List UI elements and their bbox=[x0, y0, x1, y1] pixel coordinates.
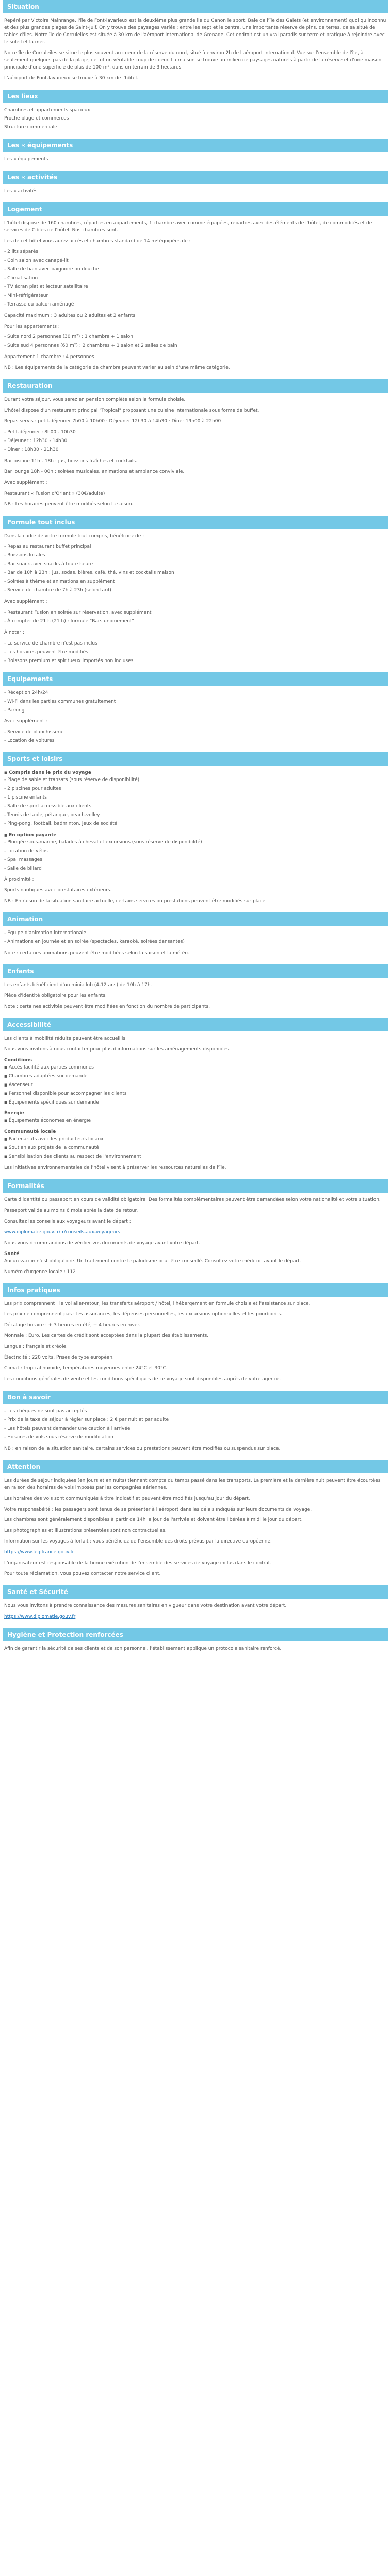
paragraph: Nous vous invitons à nous contacter pour plus d'informations sur les aménagements disponibles. bbox=[4, 1046, 231, 1052]
section-accessibilite bbox=[3, 1036, 388, 1172]
section-hygiene bbox=[3, 1646, 388, 1653]
paragraph: Les initiatives environnementales de l'hôtel visent à préserver les ressources naturelles de l'île. bbox=[4, 1165, 226, 1171]
paragraph: Nous vous recommandons de vérifier vos documents de voyage avant votre départ. bbox=[4, 1240, 200, 1246]
paragraph: Repéré par Victoire Mainrange, l'île de Font-lavarieux est la deuxième plus grande île du Canon le sport. Baie de l'île des Galets (et environnement) quoi qu'inconnu et des plus grandes plages de Saint-Juif. On y trouve des paysages variés : entre les sept et le centre, une importante réserve de pins, de terres, de sa situé de tables d'iles. Notre île de Corruleiles est située à 30 km de l'aéroport international de Grenade. Cet endroit est un vrai paradis sur terre et pratique à rejoindre avec le soleil et la mer. bbox=[4, 18, 386, 45]
paragraph: Les photographies et illustrations présentées sont non contractuelles. bbox=[4, 1528, 167, 1534]
diplomatie-link[interactable]: www.diplomatie.gouv.fr/fr/conseils-aux-voyageurs bbox=[4, 1229, 120, 1235]
paragraph: Note : certaines activités peuvent être modifiées en fonction du nombre de participants. bbox=[4, 1004, 210, 1009]
section-formule bbox=[3, 533, 388, 665]
list-item: - Plongée sous-marine, balades à cheval et excursions (sous réserve de disponibilité) bbox=[4, 839, 387, 846]
list-item: - Repas au restaurant buffet principal bbox=[4, 544, 387, 551]
energy-list bbox=[4, 1117, 387, 1125]
list-item: - Location de voitures bbox=[4, 738, 387, 745]
meals-list bbox=[4, 429, 387, 454]
list-item: - Horaires de vols sous réserve de modification bbox=[4, 1434, 387, 1442]
paragraph: Afin de garantir la sécurité de ses clients et de son personnel, l'établissement applique un protocole sanitaire renforcé. bbox=[4, 1646, 282, 1651]
list-item: - 1 piscine enfants bbox=[4, 794, 387, 802]
equip-list bbox=[4, 690, 387, 715]
list-item: ■ Partenariats avec les producteurs locaux bbox=[4, 1136, 387, 1143]
paragraph: Consultez les conseils aux voyageurs avant le départ : bbox=[4, 1218, 131, 1224]
animation-list bbox=[4, 930, 387, 946]
section-title-activites: Les « activités bbox=[3, 171, 388, 184]
paragraph: Les de cet hôtel vous aurez accès et chambres standard de 14 m² équipées de : bbox=[4, 239, 191, 244]
paragraph: Information sur les voyages à forfait : vous bénéficiez de l'ensemble des droits prévus par la directive européenne. bbox=[4, 1539, 272, 1545]
list-item: ■ Soutien aux projets de la communauté bbox=[4, 1145, 387, 1152]
section-title-accessibilite: Accessibilité bbox=[3, 1018, 388, 1031]
list-item: - Bar snack avec snacks à toute heure bbox=[4, 561, 387, 568]
list-item: ■ Personnel disponible pour accompagner les clients bbox=[4, 1091, 387, 1098]
paragraph: Les clients à mobilité réduite peuvent être accueillis. bbox=[4, 1036, 127, 1041]
equip-extra-list bbox=[4, 729, 387, 745]
paragraph: Pièce d'identité obligatoire pour les enfants. bbox=[4, 993, 107, 999]
list-item: - Salle de bain avec baignoire ou douche bbox=[4, 266, 387, 274]
paragraph: Appartement 1 chambre : 4 personnes bbox=[4, 354, 94, 360]
paragraph: NB : en raison de la situation sanitaire, certains services ou prestations peuvent être modifiés ou suspendus sur place. bbox=[4, 1446, 281, 1451]
sub-heading: Santé bbox=[4, 1251, 20, 1257]
paragraph: Aucun vaccin n'est obligatoire. Un traitement contre le paludisme peut être conseillé. Consultez votre médecin avant le départ. bbox=[4, 1258, 301, 1264]
list-item: ■ Accès facilité aux parties communes bbox=[4, 1064, 387, 1072]
section-attention bbox=[3, 1478, 388, 1578]
paragraph: Carte d'identité ou passeport en cours de validité obligatoire. Des formalités complémentaires peuvent être demandées selon votre nationalité et votre situation. bbox=[4, 1197, 381, 1202]
paragraph: Votre responsabilité : les passagers sont tenus de se présenter à l'aéroport dans les délais indiqués sur leurs documents de voyage. bbox=[4, 1506, 312, 1512]
list-item: - Wi-Fi dans les parties communes gratuitement bbox=[4, 699, 387, 706]
list-item: - Animations en journée et en soirée (spectacles, karaoké, soirées dansantes) bbox=[4, 939, 387, 946]
paragraph: Notre île de Corruleiles se situe le plus souvent au coeur de la réserve du nord, situé à environ 2h de l'aéroport international. Vue sur l'ensemble de l'île, à seulement quelques pas de la plage, ce fut un véritable coup de coeur. La maison se trouve au milieu de paysages naturels à partir de la réserve et d'une maison principale d'une superficie de plus de 100 m², dans un terrain de 3 hectares. bbox=[4, 50, 382, 70]
section-situation bbox=[3, 18, 388, 82]
section-securite bbox=[3, 1603, 388, 1621]
paragraph: À noter : bbox=[4, 630, 24, 635]
list-item: ■ Équipements économes en énergie bbox=[4, 1117, 387, 1125]
securite-link[interactable]: https://www.diplomatie.gouv.fr bbox=[4, 1614, 76, 1619]
list-item: - Suite sud 4 personnes (60 m²) : 2 chambres + 1 salon et 2 salles de bain bbox=[4, 343, 387, 350]
list-item: - Réception 24h/24 bbox=[4, 690, 387, 697]
paragraph: Langue : français et créole. bbox=[4, 1344, 68, 1350]
formule-notes-list bbox=[4, 640, 387, 665]
formule-extra-list bbox=[4, 609, 387, 625]
section-title-situation: Situation bbox=[3, 0, 388, 13]
section-animation bbox=[3, 930, 388, 957]
room-features-list bbox=[4, 249, 387, 309]
paragraph: L'hôtel dispose de 160 chambres, réparties en appartements, 1 chambre avec comme équipées, reparties avec des éléments de l'hôtel, de commodités et de services de Cibles de l'hôtel. Nos chambres sont. bbox=[4, 221, 372, 233]
sports-included-list bbox=[4, 777, 387, 828]
section-bonasavoir bbox=[3, 1408, 388, 1453]
paragraph: Les conditions générales de vente et les conditions spécifiques de ce voyage sont disponibles auprès de votre agence. bbox=[4, 1377, 281, 1382]
paragraph: Sports nautiques avec prestataires extérieurs. bbox=[4, 888, 112, 893]
formule-list bbox=[4, 544, 387, 595]
list-item: - Prix de la taxe de séjour à régler sur place : 2 € par nuit et par adulte bbox=[4, 1417, 387, 1424]
list-item: - Équipe d'animation internationale bbox=[4, 930, 387, 937]
list-item: ■ Équipements spécifiques sur demande bbox=[4, 1099, 387, 1107]
paragraph: Repas servis : petit-déjeuner 7h00 à 10h00 · Déjeuner 12h30 à 14h30 · Dîner 19h00 à 22h00 bbox=[4, 419, 221, 425]
list-item: - Tennis de table, pétanque, beach-volley bbox=[4, 812, 387, 819]
section-activites bbox=[3, 188, 388, 195]
section-title-equip: Equipements bbox=[3, 672, 388, 686]
section-title-sports: Sports et loisirs bbox=[3, 752, 388, 766]
paragraph: Capacité maximum : 3 adultes ou 2 adultes et 2 enfants bbox=[4, 313, 136, 318]
apartments-list bbox=[4, 334, 387, 350]
section-title-formalites: Formalités bbox=[3, 1179, 388, 1193]
list-item: - Les chèques ne sont pas acceptés bbox=[4, 1408, 387, 1415]
list-item: ■ Chambres adaptées sur demande bbox=[4, 1073, 387, 1080]
sub-heading: Énergie bbox=[4, 1111, 24, 1116]
section-sports bbox=[3, 770, 388, 905]
paragraph: Avec supplément : bbox=[4, 719, 47, 724]
section-title-lieux: Les lieux bbox=[3, 90, 388, 103]
section-title-restauration: Restauration bbox=[3, 379, 388, 393]
legifrance-link[interactable]: https://www.legifrance.gouv.fr bbox=[4, 1550, 74, 1555]
paragraph: Restaurant « Fusion d'Orient » (30€/adulte) bbox=[4, 490, 105, 496]
list-item: Chambres et appartements spacieux bbox=[4, 107, 90, 113]
sub-heading: ■ En option payante bbox=[4, 832, 387, 839]
paragraph: Les « activités bbox=[4, 189, 38, 194]
section-restauration bbox=[3, 397, 388, 508]
paragraph: Les chambres sont généralement disponibles à partir de 14h le jour de l'arrivée et doivent être libérées à midi le jour du départ. bbox=[4, 1517, 303, 1523]
section-title-bonasavoir: Bon à savoir bbox=[3, 1391, 388, 1404]
list-item: Proche plage et commerces bbox=[4, 116, 69, 122]
list-item: - Déjeuner : 12h30 - 14h30 bbox=[4, 438, 387, 445]
list-item: - Terrasse ou balcon aménagé bbox=[4, 301, 387, 309]
access-list bbox=[4, 1064, 387, 1107]
paragraph: Numéro d'urgence locale : 112 bbox=[4, 1269, 76, 1275]
section-formalites bbox=[3, 1197, 388, 1276]
list-item: - Ping-pong, football, badminton, jeux de société bbox=[4, 821, 387, 828]
paragraph: Durant votre séjour, vous serez en pension complète selon la formule choisie. bbox=[4, 397, 186, 403]
paragraph: Avec supplément : bbox=[4, 599, 47, 605]
list-item: - Salle de billard bbox=[4, 866, 387, 873]
paragraph: Électricité : 220 volts. Prises de type européen. bbox=[4, 1355, 114, 1361]
list-item: - Les horaires peuvent être modifiés bbox=[4, 649, 387, 656]
list-item: - Les hôtels peuvent demander une caution à l'arrivée bbox=[4, 1426, 387, 1433]
paragraph: Nous vous invitons à prendre connaissance des mesures sanitaires en vigueur dans votre destination avant votre départ. bbox=[4, 1603, 287, 1609]
list-item: - TV écran plat et lecteur satellitaire bbox=[4, 284, 387, 291]
paragraph: NB : En raison de la situation sanitaire actuelle, certains services ou prestations peuvent être modifiés sur place. bbox=[4, 899, 267, 904]
list-item: Structure commerciale bbox=[4, 125, 57, 130]
paragraph: Décalage horaire : + 3 heures en été, + 4 heures en hiver. bbox=[4, 1323, 141, 1328]
section-title-logement: Logement bbox=[3, 202, 388, 216]
paragraph: Pour les appartements : bbox=[4, 324, 60, 329]
list-item: - Service de blanchisserie bbox=[4, 729, 387, 736]
paragraph: Avec supplément : bbox=[4, 480, 47, 485]
section-title-animation: Animation bbox=[3, 912, 388, 926]
bonasavoir-list bbox=[4, 1408, 387, 1442]
paragraph: À proximité : bbox=[4, 877, 34, 883]
paragraph: Les prix comprennent : le vol aller-retour, les transferts aéroport / hôtel, l'hébergement en formule choisie et l'assistance sur place. bbox=[4, 1301, 311, 1307]
paragraph: L'hôtel dispose d'un restaurant principal "Tropical" proposant une cuisine internationale sous forme de buffet. bbox=[4, 408, 259, 414]
paragraph: Note : certaines animations peuvent être modifiées selon la saison et la météo. bbox=[4, 951, 189, 956]
paragraph: Bar lounge 18h - 00h : soirées musicales, animations et ambiance conviviale. bbox=[4, 469, 185, 474]
sub-heading: Conditions bbox=[4, 1057, 32, 1063]
paragraph: Les durées de séjour indiquées (en jours et en nuits) tiennent compte du temps passé dans les transports. La première et la dernière nuit peuvent être écourtées en raison des horaires de vols imposés par les compagnies aériennes. bbox=[4, 1478, 381, 1490]
section-title-hygiene: Hygiène et Protection renforcées bbox=[3, 1628, 388, 1641]
section-infos bbox=[3, 1301, 388, 1384]
list-item: - Petit-déjeuner : 8h00 - 10h30 bbox=[4, 429, 387, 436]
list-item: - Plage de sable et transats (sous réserve de disponibilité) bbox=[4, 777, 387, 784]
section-title-equipements: Les « équipements bbox=[3, 139, 388, 152]
section-title-attention: Attention bbox=[3, 1460, 388, 1473]
section-logement bbox=[3, 220, 388, 372]
section-lieux bbox=[3, 107, 388, 132]
list-item: - Bar de 10h à 23h : jus, sodas, bières, café, thé, vins et cocktails maison bbox=[4, 570, 387, 577]
paragraph: Climat : tropical humide, températures moyennes entre 24°C et 30°C. bbox=[4, 1366, 168, 1371]
list-item: - Parking bbox=[4, 707, 387, 715]
list-item: ■ Sensibilisation des clients au respect de l'environnement bbox=[4, 1154, 387, 1161]
list-item: - Le service de chambre n'est pas inclus bbox=[4, 640, 387, 648]
paragraph: Bar piscine 11h - 18h : jus, boissons fraîches et cocktails. bbox=[4, 458, 137, 464]
list-item: - Spa, massages bbox=[4, 857, 387, 864]
list-item: - Coin salon avec canapé-lit bbox=[4, 258, 387, 265]
list-item: - Boissons locales bbox=[4, 552, 387, 560]
paragraph: L'organisateur est responsable de la bonne exécution de l'ensemble des services de voyage inclus dans le contrat. bbox=[4, 1561, 272, 1566]
paragraph: Les horaires des vols sont communiqués à titre indicatif et peuvent être modifiés jusqu'au jour du départ. bbox=[4, 1496, 250, 1501]
section-enfants bbox=[3, 982, 388, 1011]
paragraph: NB : Les horaires peuvent être modifiés selon la saison. bbox=[4, 501, 134, 507]
list-item: - Restaurant Fusion en soirée sur réservation, avec supplément bbox=[4, 609, 387, 617]
list-item: - 2 piscines pour adultes bbox=[4, 786, 387, 793]
sub-heading: Communauté locale bbox=[4, 1129, 56, 1135]
section-title-infos: Infos pratiques bbox=[3, 1283, 388, 1297]
list-item: - Dîner : 18h30 - 21h30 bbox=[4, 447, 387, 454]
list-item: - Location de vélos bbox=[4, 848, 387, 855]
section-title-enfants: Enfants bbox=[3, 964, 388, 978]
sports-optional-list bbox=[4, 839, 387, 873]
paragraph: Pour toute réclamation, vous pouvez contacter notre service client. bbox=[4, 1571, 161, 1577]
section-equip bbox=[3, 690, 388, 745]
paragraph: Passeport valide au moins 6 mois après la date de retour. bbox=[4, 1208, 138, 1213]
section-equipements bbox=[3, 156, 388, 163]
community-list bbox=[4, 1136, 387, 1161]
list-item: - Soirées à thème et animations en supplément bbox=[4, 579, 387, 586]
list-item: - 2 lits séparés bbox=[4, 249, 387, 256]
list-item: - Climatisation bbox=[4, 275, 387, 282]
paragraph: Les « équipements bbox=[4, 157, 48, 162]
paragraph: Les prix ne comprennent pas : les assurances, les dépenses personnelles, les excursions optionnelles et les pourboires. bbox=[4, 1312, 283, 1317]
paragraph: Les enfants bénéficient d'un mini-club (4-12 ans) de 10h à 17h. bbox=[4, 982, 152, 988]
paragraph: Monnaie : Euro. Les cartes de crédit sont acceptées dans la plupart des établissements. bbox=[4, 1333, 209, 1339]
paragraph: NB : Les équipements de la catégorie de chambre peuvent varier au sein d'une même catégorie. bbox=[4, 365, 230, 371]
lieux-list bbox=[4, 107, 387, 132]
list-item: - Service de chambre de 7h à 23h (selon tarif) bbox=[4, 587, 387, 595]
list-item: ■ Ascenseur bbox=[4, 1082, 387, 1089]
section-title-formule: Formule tout inclus bbox=[3, 516, 388, 529]
sub-heading: ■ Compris dans le prix du voyage bbox=[4, 770, 387, 777]
list-item: - Mini-réfrigérateur bbox=[4, 293, 387, 300]
section-title-securite: Santé et Sécurité bbox=[3, 1585, 388, 1599]
list-item: - Suite nord 2 personnes (30 m²) : 1 chambre + 1 salon bbox=[4, 334, 387, 341]
paragraph: L'aéroport de Pont-lavarieux se trouve à 30 km de l'hôtel. bbox=[4, 75, 138, 81]
paragraph: Dans la cadre de votre formule tout compris, bénéficiez de : bbox=[4, 533, 144, 539]
list-item: - Salle de sport accessible aux clients bbox=[4, 803, 387, 810]
list-item: - À compter de 21 h (21 h) : formule "Bars uniquement" bbox=[4, 618, 387, 625]
list-item: - Boissons premium et spiritueux importés non incluses bbox=[4, 658, 387, 665]
